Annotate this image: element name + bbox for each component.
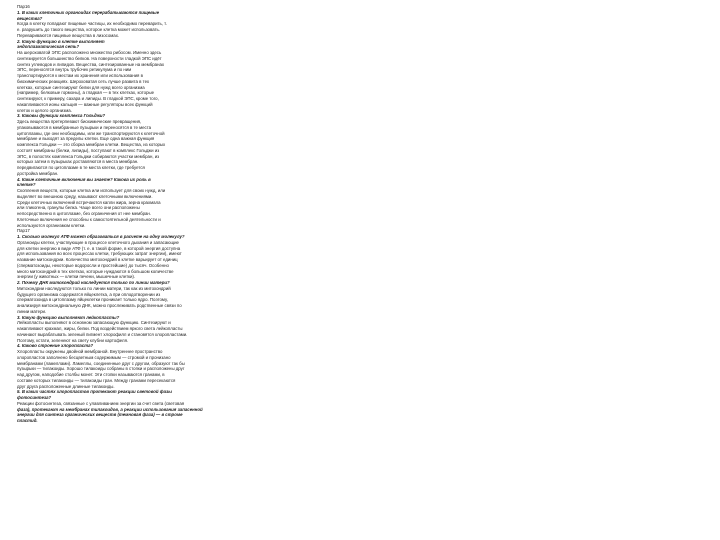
- text-line: выделяет во внешнюю среду, называют клеточными включениями.: [17, 193, 153, 199]
- text-line: анализируя митохондриальную ДНК, можно прослеживать родственные связи по: [17, 303, 182, 308]
- question-line: 2. Почему ДНК митохондрий наследуется только по линии матери?: [17, 280, 170, 285]
- text-line: для клетки энергию в виде АТФ (т. е. в такой форме, в которой энергия доступна: [17, 245, 181, 251]
- text-line: транспортируются к местам их хранения или использования в: [17, 73, 143, 78]
- text-line: упаковываются в мембранные пузырьки и переносятся в те места: [17, 124, 152, 130]
- text-line: Перевариваются пищевые вещества в лизосомах.: [17, 32, 120, 38]
- text-line: составе которых тилакоиды — тилакоиды гран. Между гранами пересекаются: [17, 377, 176, 383]
- text-line: Поэтому, кстати, зеленеют на свету клубни картофеля.: [17, 337, 129, 343]
- text-line: Органоиды клетки, участвующие в процессе клеточного дыхания и запасающие: [17, 239, 179, 245]
- question-line: пластид.: [17, 418, 38, 423]
- text-line: Реакции фотосинтеза, связанные с улавливанием энергии за счет света (световая: [17, 400, 185, 406]
- text-line: начинают вырабатывать зеленый пигмент хлорофилл и становятся хлоропластами.: [17, 331, 188, 337]
- text-line: для использования во всех процессах клетки, требующих затрат энергии), имеют: [17, 251, 182, 257]
- text-line: клеток и целого организма.: [17, 107, 72, 113]
- question-line: фаза), протекают на мембранах тилакоидов, а реакции использования запасенной: [17, 406, 203, 412]
- question-line: 2. Какую функцию в клетке выполняет: [17, 38, 105, 44]
- text-line: передвигаются по цитоплазме в те места клетки, где требуется: [17, 165, 145, 170]
- text-line: которых затем в пузырьках доставляются в места мембран.: [17, 159, 139, 165]
- text-line: биохимических реакциях. Шероховатая сеть лучше развита в тех: [17, 78, 150, 84]
- text-line: название митохондрии. Количество митохондрий в клетке варьирует от единиц: [17, 257, 178, 262]
- text-line: Скопления веществ, которые клетка или использует для своих нужд, или: [17, 188, 166, 193]
- question-line: эндоплазматическая сеть?: [17, 44, 80, 50]
- text-line: синтезируется большинство белков. На поверхности гладкой ЭПС идёт: [17, 55, 162, 61]
- text-line: мембранами (ламеллами). Ламеллы, соединенные друг с другом, образуют так бы: [17, 360, 185, 366]
- section-heading: Пар16: [17, 4, 30, 9]
- text-line: состоят мембраны (белки, липиды), поступают в комплекс Гольджи из: [17, 147, 160, 153]
- text-line: Среди клеточных включений встречаются капли жира, зерна крахмала: [17, 199, 161, 205]
- text-line: е. разрушить до такого вещества, которое клетка может использовать.: [17, 27, 161, 32]
- text-line: цитоплазмы, где они необходимы, или же транспортируются к клеточной: [17, 130, 165, 136]
- text-line: Когда в клетку попадают пищевые частицы, их необходимо переварить, т.: [17, 21, 167, 27]
- text-line: пузырьки — тилакоиды. Хорошо тилакоиды собраны в стопки и расположены друг: [17, 366, 185, 372]
- question-line: 5. В каких частях хлоропластов протекают реакции световой фазы: [17, 389, 172, 395]
- document-page: [17, 4, 267, 536]
- text-line: ЭПС, переносятся внутрь трубочек ретикулума и по ним: [17, 67, 132, 73]
- text-line: будущего организма содержатся яйцеклетка, а при оплодотворении из: [17, 291, 161, 297]
- text-line: линии матери.: [17, 308, 47, 314]
- text-line: Здесь вещества претерпевают биохимические превращения,: [17, 119, 142, 124]
- question-line: 3. Какую функцию выполняют лейкопласты?: [17, 314, 120, 320]
- text-line: используются организмом клетки.: [17, 222, 86, 228]
- text-line: много митохондрий в тех клетках, которые нуждаются в большом количестве: [17, 268, 174, 274]
- text-line: клетках, которые синтезируют белки для нужд всего организма: [17, 84, 145, 90]
- question-line: вещества?: [17, 15, 43, 21]
- text-line: накапливают крахмал, жиры, белки. Под воздействием яркого света лейкопласты: [17, 326, 183, 331]
- question-line: энергии для синтеза органических веществ (темновая фаза) — в строме: [17, 412, 183, 418]
- text-line: Лейкопласты выполняют в основном запасающую функцию. Синтезируют и: [17, 320, 171, 326]
- text-line: сперматозоида в цитоплазму яйцеклетки проникает только ядро. Поэтому,: [17, 297, 168, 303]
- text-line: мембране и выходят за пределы клетки. Еще одна важная функция: [17, 136, 155, 142]
- text-line: над другом, наподобие столбы монет. Эти стопки называются гранами, в: [17, 372, 165, 377]
- text-line: или гликогена, гранулы белка. Чаще всего они расположены: [17, 205, 140, 211]
- text-line: ЭПС, в полостях комплекса Гольджи собираются участки мембран, из: [17, 153, 160, 159]
- question-line: 4. Каково строение хлоропласта?: [17, 343, 94, 349]
- question-line: фотосинтеза?: [17, 395, 52, 400]
- section-heading: Пар17: [17, 228, 30, 234]
- text-line: синтезируют, к примеру, сахара и липиды. В гладкой ЭПС, кроме того,: [17, 96, 159, 101]
- text-line: (сперматозоиды, некоторые водоросли и простейшие) до тысяч. Особенно: [17, 262, 169, 268]
- text-line: (например, белковые гормоны), а гладкая — в тех клетках, которые: [17, 90, 155, 96]
- text-line: друг друга расположенные длинные тилакоиды.: [17, 383, 115, 389]
- text-line: комплекса Гольджи — это сборка мембран клетки. Вещества, из которых: [17, 142, 166, 147]
- text-line: накапливаются ионы кальция — важные регуляторы всех функций: [17, 101, 153, 107]
- text-line: энергии (у животных — клетки печени, мышечные клетки).: [17, 274, 136, 280]
- text-line: На шероховатой ЭПС расположено множество рибосом. Именно здесь: [17, 50, 162, 55]
- text-line: достройка мембран.: [17, 170, 59, 176]
- text-line: хлоропластов заполнено бесцветным содержимым — стромой и пронизано: [17, 354, 171, 360]
- question-line: 1. Сколько молекул АТФ может образоваться в расчете на одну молекулу?: [17, 234, 185, 239]
- text-line: Хлоропласты окружены двойной мембраной. Внутреннее пространство: [17, 349, 163, 354]
- question-line: клетке?: [17, 182, 36, 188]
- question-line: 1. В каких клеточных органоидах перерабатываются пищевые: [17, 9, 160, 15]
- text-line: Клеточные включения не способны к самостоятельной деятельности и: [17, 216, 161, 222]
- text-line: непосредственно в цитоплазме, без ограничения от нее мембран.: [17, 211, 152, 216]
- question-line: 4. Какие клеточные включения вы знаете? Какова их роль в: [17, 176, 151, 182]
- text-line: Митохондрии наследуются только по линии матери, так как из митохондрий: [17, 285, 171, 291]
- question-line: 3. Каковы функции комплекса Гольджи?: [17, 113, 106, 119]
- text-line: синтез углеводов и липидов. Вещества, синтезированные на мембранах: [17, 61, 165, 67]
